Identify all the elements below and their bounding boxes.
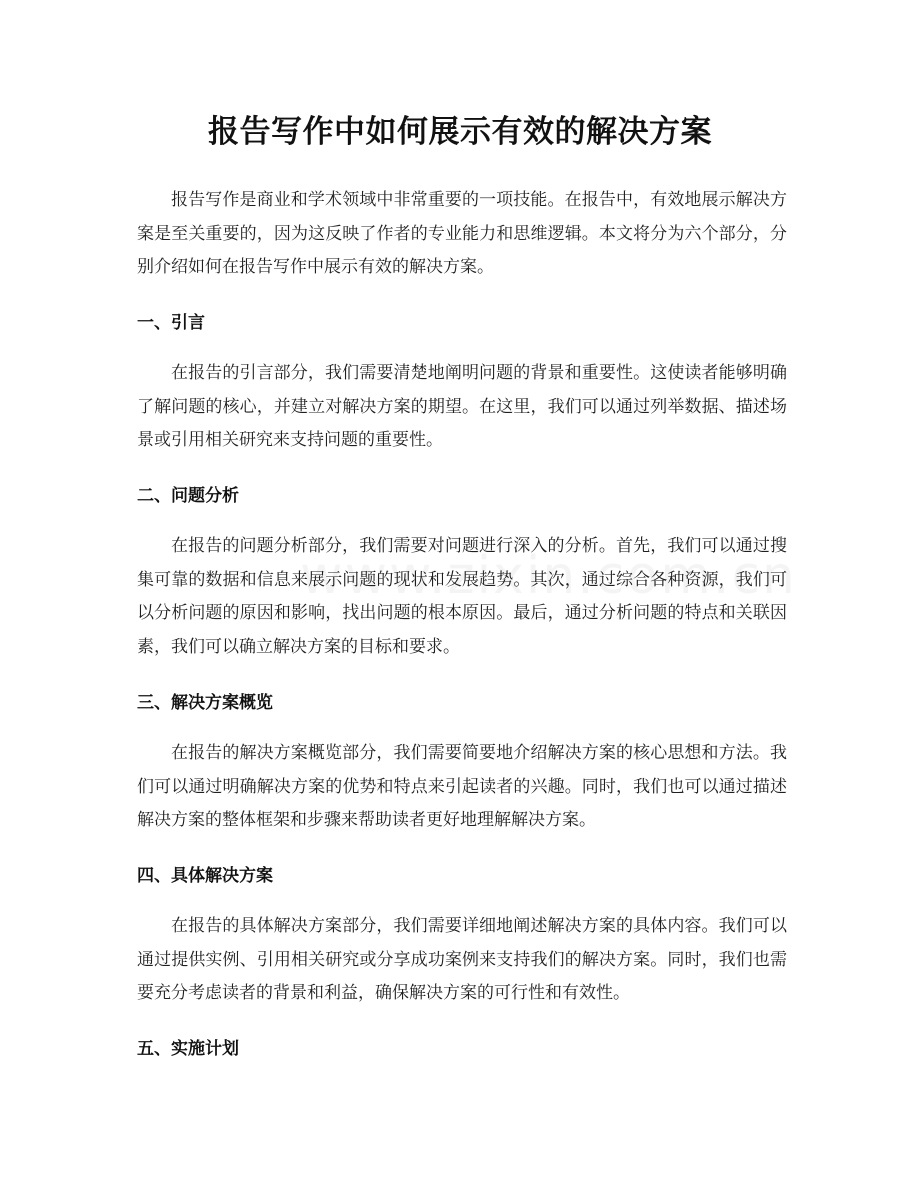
section-body-specific-solution: 在报告的具体解决方案部分，我们需要详细地阐述解决方案的具体内容。我们可以通过提供实例、引用相关研究或分享成功案例来支持我们的解决方案。同时，我们也需要充分考虑读者的背景和利益，确保解决方案的可行性和有效性。 bbox=[137, 916, 787, 1004]
section-body-intro: 在报告的引言部分，我们需要清楚地阐明问题的背景和重要性。这使读者能够明确了解问题的核心，并建立对解决方案的期望。在这里，我们可以通过列举数据、描述场景或引用相关研究来支持问题的重要性。 bbox=[137, 363, 787, 451]
section-heading-implementation-plan: 五、实施计划 bbox=[137, 1039, 239, 1059]
section-heading-solution-overview: 三、解决方案概览 bbox=[137, 693, 273, 713]
section-body-problem-analysis: 在报告的问题分析部分，我们需要对问题进行深入的分析。首先，我们可以通过搜集可靠的数据和信息来展示问题的现状和发展趋势。其次，通过综合各种资源，我们可以分析问题的原因和影响，找出问题的根本原因。最后，通过分析问题的特点和关联因素，我们可以确立解决方案的目标和要求。 bbox=[137, 536, 787, 657]
section-body-solution-overview: 在报告的解决方案概览部分，我们需要简要地介绍解决方案的核心思想和方法。我们可以通过明确解决方案的优势和特点来引起读者的兴趣。同时，我们也可以通过描述解决方案的整体框架和步骤来帮助读者更好地理解解决方案。 bbox=[137, 743, 787, 831]
section-heading-specific-solution: 四、具体解决方案 bbox=[137, 866, 273, 886]
document-title: 报告写作中如何展示有效的解决方案 bbox=[208, 114, 712, 150]
intro-paragraph: 报告写作是商业和学术领域中非常重要的一项技能。在报告中，有效地展示解决方案是至关重要的，因为这反映了作者的专业能力和思维逻辑。本文将分为六个部分，分别介绍如何在报告写作中展示有效的解决方案。 bbox=[137, 190, 787, 278]
section-heading-problem-analysis: 二、问题分析 bbox=[137, 486, 239, 506]
section-heading-intro: 一、引言 bbox=[137, 313, 205, 333]
